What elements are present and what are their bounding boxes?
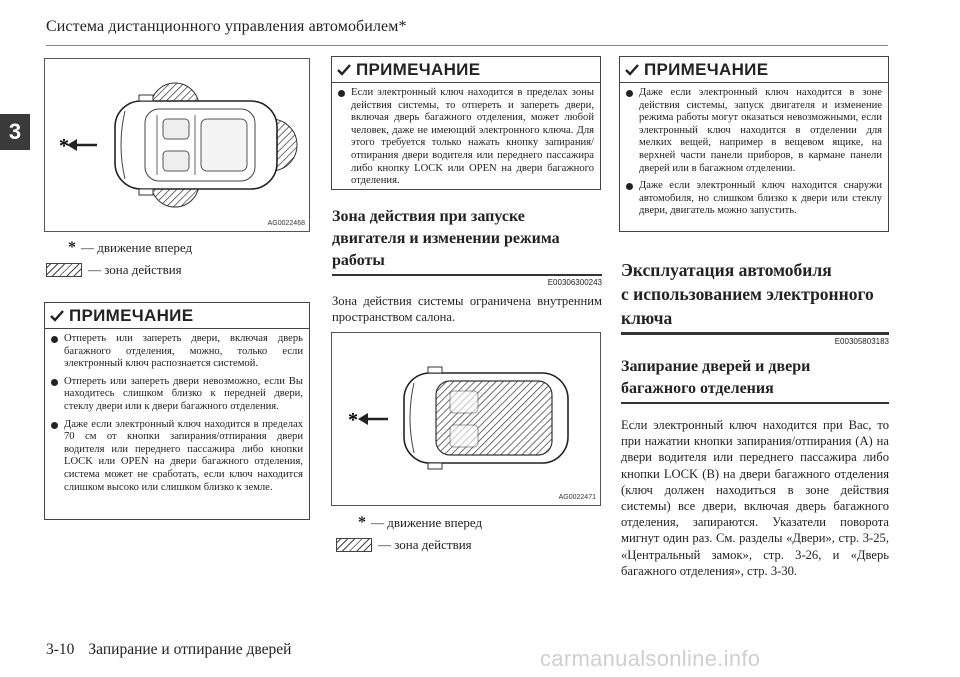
legend2-star: *: [358, 514, 366, 531]
footer-page-number: 3-10: [46, 641, 75, 658]
note1-header: [45, 303, 309, 329]
legend2-zone-text: — зона действия: [378, 537, 472, 552]
section-engine-title-line: двигателя и изменении режима: [332, 230, 560, 247]
note1-item: Отпереть или запереть двери, включая дверь багажного отделения, можно, только если электронный ключ распознается системой.: [51, 333, 303, 371]
section-operation-code: E00305803183: [834, 336, 889, 346]
section-locking-text: Если электронный ключ находится при Вас, то при нажатии кнопки запирания/отпирания (A) на двери водителя или переднего пассажира либо кнопки LOCK (B) на двери багажного отделения (ключ должен находиться в зоне действия системы) все двери, включая дверь багажного отделения, запираются. Указатели поворота мигнут один раз. См. разделы «Двери», стр. 3-25, «Центральный замок», стр. 3-26, и «Дверь багажного отделения», стр. 3-30.: [621, 418, 889, 578]
section-locking-rule: [621, 402, 889, 404]
figure1-code: AG0022468: [267, 220, 305, 227]
figure2-star: *: [348, 409, 358, 431]
section-engine-rule: [332, 274, 602, 276]
footer-title: Запирание и отпирание дверей: [88, 641, 292, 658]
note2-title: ПРИМЕЧАНИЕ: [356, 59, 481, 79]
figure-cabin-zone: [331, 332, 601, 506]
page-header-title: Система дистанционного управления автомобилем*: [46, 18, 407, 35]
section-operation-rule: [621, 332, 889, 335]
note2-item: Если электронный ключ находится в пределах зоны действия системы, то отпереть и запереть двери, включая дверь багажного отделения, может любой человек, даже не имеющий электронного ключа. Для этого требуется только нажать кнопку запирания/отпирания двери водителя или переднего пассажира либо кнопку LOCK или OPEN на двери багажного отделения.: [338, 87, 594, 188]
legend2-forward: [352, 514, 482, 532]
section-operation: [621, 258, 889, 346]
note-box-2: [331, 56, 601, 190]
section-operation-title-line: Эксплуатация автомобиля: [621, 260, 832, 280]
note2-header: [332, 57, 600, 83]
section-engine-code: E00306300243: [547, 278, 602, 287]
chapter-tab: 3: [0, 114, 30, 150]
check-note-icon: [624, 62, 640, 78]
car-top-view-illustration: [45, 59, 309, 231]
check-note-icon: [49, 308, 65, 324]
note1-item: Отпереть или запереть двери невозможно, если Вы находитесь слишком близко к передней двери, стеклу двери или к двери багажного отделения.: [51, 376, 303, 414]
note-box-1: [44, 302, 310, 520]
section-operation-title-line: ключа: [621, 308, 673, 328]
section-engine-zone: [332, 206, 602, 325]
section-locking-title-line: багажного отделения: [621, 380, 774, 397]
legend2-zone: [336, 537, 472, 553]
figure2-code: AG0022471: [558, 494, 596, 501]
section-engine-text: Зона действия системы ограничена внутренним пространством салона.: [332, 294, 602, 325]
legend1-hatch-swatch: [46, 263, 82, 277]
note3-item: Даже если электронный ключ находится в зоне действия системы, запуск двигателя и изменение режима работы могут оказаться невозможными, если электронный ключ находится в отделении для мелких вещей, например в вещевом ящике, на верхней части панели приборов, в кармане панели дверей или в багажном отделении.: [626, 87, 882, 175]
section-engine-title-line: Зона действия при запуске: [332, 208, 525, 225]
legend1-forward: [62, 239, 192, 257]
figure-door-zones: [44, 58, 310, 232]
legend1-zone-text: — зона действия: [88, 262, 182, 277]
page-footer: [46, 641, 291, 659]
legend1-forward-text: — движение вперед: [81, 240, 193, 255]
legend1-zone: [46, 262, 182, 278]
legend2-forward-text: — движение вперед: [371, 515, 483, 530]
note3-title: ПРИМЕЧАНИЕ: [644, 59, 769, 79]
header-divider: [46, 45, 888, 46]
figure1-star: *: [59, 135, 69, 157]
note1-item: Даже если электронный ключ находится в пределах 70 см от кнопки запирания/отпирания двери водителя или переднего пассажира либо кнопки LOCK или OPEN на двери багажного отделения, система может не сработать, если ключ находится слишком высоко или слишком близко к земле.: [51, 419, 303, 495]
section-locking: [621, 356, 889, 579]
section-engine-title-line: работы: [332, 252, 385, 269]
note-box-3: [619, 56, 889, 232]
watermark: carmanualsonline.info: [540, 646, 761, 671]
section-operation-title-line: с использованием электронного: [621, 284, 874, 304]
section-locking-title-line: Запирание дверей и двери: [621, 358, 811, 375]
check-note-icon: [336, 62, 352, 78]
note3-item: Даже если электронный ключ находится снаружи автомобиля, но слишком близко к двери или стеклу двери, двигатель можно запустить.: [626, 180, 882, 218]
note1-title: ПРИМЕЧАНИЕ: [69, 305, 194, 325]
legend2-hatch-swatch: [336, 538, 372, 552]
car-top-view-illustration: [332, 333, 600, 505]
note3-header: [620, 57, 888, 83]
legend1-star: *: [68, 239, 76, 256]
